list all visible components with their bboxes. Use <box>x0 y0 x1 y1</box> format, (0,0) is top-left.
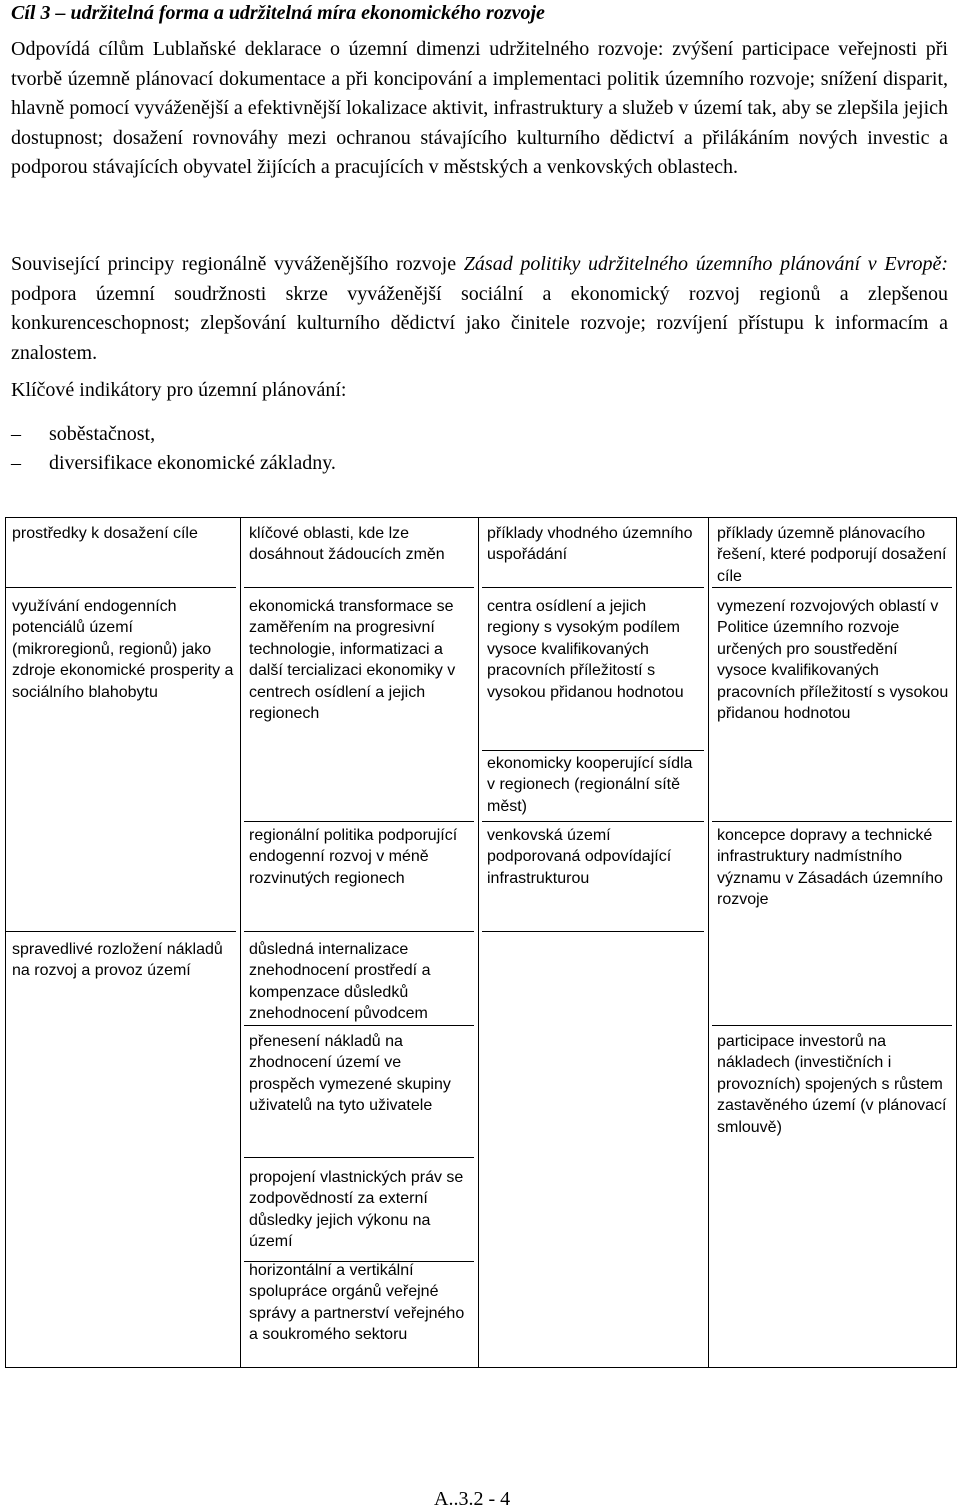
list-item-text: diversifikace ekonomické základny. <box>49 452 336 474</box>
table-cell: využívání endogenních potenciálů území (mikroregionů, regionů) jako zdroje ekonomické prosperity a sociálního blahobytu <box>12 598 234 701</box>
paragraph-principles-text-end: podpora územní soudržnosti skrze vyváženější sociální a ekonomický rozvoj regionů a zlepšenou konkurenceschopnost; zlepšování kulturního dědictví jako činitele rozvoje; rozvíjení přístupu k informacím a znalostem. <box>11 282 948 364</box>
section-heading: Cíl 3 – udržitelná forma a udržitelná míra ekonomického rozvoje <box>11 2 545 24</box>
table-header-means: prostředky k dosažení cíle <box>12 525 198 542</box>
list-item-text: soběstačnost, <box>49 423 156 445</box>
table-cell: participace investorů na nákladech (investičních i provozních) spojených s růstem zastavěného území (v plánovací smlouvě) <box>717 1033 947 1136</box>
paragraph-principles-italic: Zásad politiky udržitelného územního plánování v Evropě: <box>463 253 948 275</box>
list-item <box>11 420 336 449</box>
table-cell: regionální politika podporující endogenní rozvoj v méně rozvinutých regionech <box>249 827 458 887</box>
table-cell: horizontální a vertikální spolupráce orgánů veřejné správy a partnerství veřejného a soukromého sektoru <box>249 1262 465 1344</box>
table-cell: přenesení nákladů na zhodnocení území ve prospěch vymezené skupiny uživatelů na tyto uživatele <box>249 1033 451 1115</box>
table-cell: vymezení rozvojových oblastí v Politice územního rozvoje určených pro soustředění vysoce kvalifikovaných pracovních příležitostí s vysokou přidanou hodnotou <box>717 598 949 723</box>
measures-table <box>5 517 957 1368</box>
table-cell: koncepce dopravy a technické infrastruktury nadmístního významu v Zásadách územního rozvoje <box>717 827 943 909</box>
paragraph-ljubljana: Odpovídá cílům Lublaňské deklarace o územní dimenzi udržitelného rozvoje: zvýšení participace veřejnosti při tvorbě územně plánovací dokumentace a při koncipování a implementaci politik územního rozvoje; snížení disparit, hlavně pomocí vyváženější a efektivnější lokalizace aktivit, infrastruktury a služeb v území tak, aby se zlepšila jejich dostupnost; dosažení rovnováhy mezi ochranou stávajícího kulturního dědictví a přilákáním nových investic a podporou stávajících obyvatel žijících a pracujících v městských a venkovských oblastech. <box>11 38 948 178</box>
table-cell: propojení vlastnických práv se zodpovědností za externí důsledky jejich výkonu na území <box>249 1169 464 1251</box>
dash-bullet: – <box>11 452 21 474</box>
table-cell: centra osídlení a jejich regiony s vysokým podílem vysoce kvalifikovaných pracovních příležitostí s vysokou přidanou hodnotou <box>487 598 684 701</box>
dash-bullet: – <box>11 423 21 445</box>
paragraph-principles-text: Související principy regionálně vyváženějšího rozvoje <box>11 253 464 275</box>
indicators-list <box>11 420 336 478</box>
table-cell: důsledná internalizace znehodnocení prostředí a kompenzace důsledků znehodnocení původcem <box>249 941 431 1023</box>
list-item <box>11 449 336 478</box>
table-cell: spravedlivé rozložení nákladů na rozvoj a provoz území <box>12 941 223 980</box>
table-header-planning-examples: příklady územně plánovacího řešení, které podporují dosažení cíle <box>717 525 947 585</box>
table-cell: ekonomicky kooperující sídla v regionech (regionální sítě měst) <box>487 755 693 815</box>
indicators-heading: Klíčové indikátory pro územní plánování: <box>11 379 347 401</box>
table-cell: venkovská území podporovaná odpovídající infrastrukturou <box>487 827 672 887</box>
table-cell: ekonomická transformace se zaměřením na progresivní technologie, informatizaci a další tercializaci ekonomiky v centrech osídlení a jejich regionech <box>249 598 456 723</box>
table-header-key-areas: klíčové oblasti, kde lze dosáhnout žádoucích změn <box>249 525 445 564</box>
table-header-arrangement-examples: příklady vhodného územního uspořádání <box>487 525 693 564</box>
paragraph-principles <box>11 250 948 368</box>
page-number: A..3.2 - 4 <box>434 1488 511 1510</box>
